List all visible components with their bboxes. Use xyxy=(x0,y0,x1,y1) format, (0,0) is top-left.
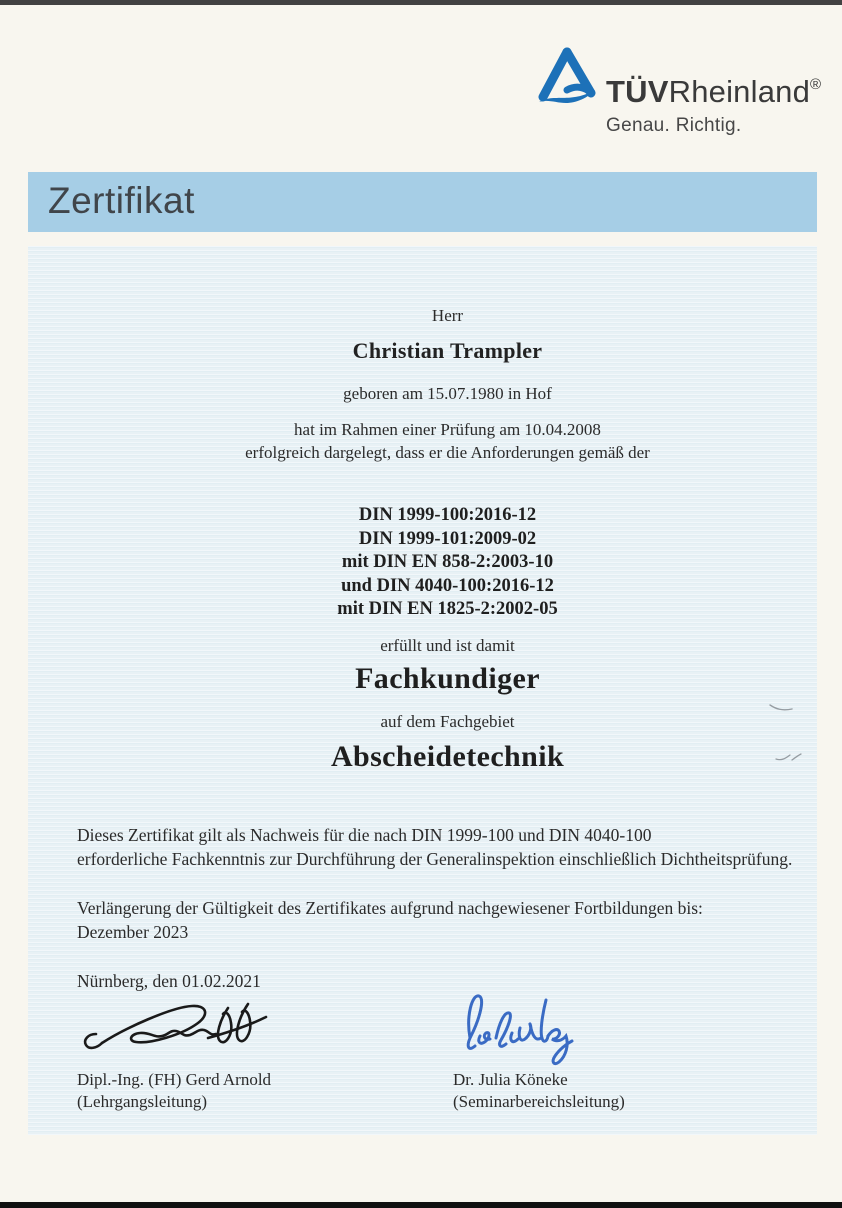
logo-brand-bold: TÜV xyxy=(606,74,669,109)
birth-line: geboren am 15.07.1980 in Hof xyxy=(343,384,552,403)
standard-line: und DIN 4040-100:2016-12 xyxy=(341,575,554,596)
registered-trademark-icon: ® xyxy=(810,76,822,93)
field-intro-line: auf dem Fachgebiet xyxy=(380,712,515,731)
logo-brand-text xyxy=(606,76,821,107)
signer-left-role: (Lehrgangsleitung) xyxy=(77,1092,207,1111)
note-paragraph xyxy=(77,823,792,871)
exam-line-1: hat im Rahmen einer Prüfung am 10.04.2008 xyxy=(294,420,601,439)
note-line-2: erforderliche Fachkenntnis zur Durchführung der Generalinspektion einschließlich Dichtheitsprüfung. xyxy=(77,849,793,869)
scan-bottom-edge-bar xyxy=(0,1202,842,1208)
qualification-title: Fachkundiger xyxy=(355,662,540,695)
signer-left-block xyxy=(77,1069,271,1113)
fulfill-line: erfüllt und ist damit xyxy=(380,636,515,655)
place-date-line: Nürnberg, den 01.02.2021 xyxy=(77,971,261,991)
signer-right-role: (Seminarbereichsleitung) xyxy=(453,1092,625,1111)
recipient-name: Christian Trampler xyxy=(352,338,543,363)
certificate-title-band xyxy=(28,172,817,232)
standard-line: mit DIN EN 1825-2:2002-05 xyxy=(337,599,558,619)
validity-line-1: Verlängerung der Gültigkeit des Zertifikates aufgrund nachgewiesener Fortbildungen bis: xyxy=(77,898,703,918)
salutation: Herr xyxy=(431,306,464,325)
validity-paragraph xyxy=(77,896,703,944)
signer-right-block xyxy=(453,1069,625,1113)
scan-top-edge-bar xyxy=(0,0,842,5)
exam-paragraph xyxy=(78,418,817,464)
scan-artifact-mark xyxy=(773,751,803,765)
koeneke-signature-image xyxy=(456,986,580,1070)
signer-right-name: Dr. Julia Köneke xyxy=(453,1070,568,1089)
tuv-triangle-icon xyxy=(536,46,598,110)
validity-line-2: Dezember 2023 xyxy=(77,922,189,942)
standards-list xyxy=(78,504,817,622)
note-line-1: Dieses Zertifikat gilt als Nachweis für die nach DIN 1999-100 und DIN 4040-100 xyxy=(77,825,652,845)
arnold-signature-image xyxy=(80,994,280,1060)
field-title: Abscheidetechnik xyxy=(330,740,565,773)
logo-brand-regular: Rheinland xyxy=(668,74,811,109)
scan-artifact-mark xyxy=(766,701,796,715)
standard-line: DIN 1999-100:2016-12 xyxy=(358,505,537,525)
certificate-body xyxy=(28,246,817,1135)
standard-line: mit DIN EN 858-2:2003-10 xyxy=(341,552,554,572)
exam-line-2: erfolgreich dargelegt, dass er die Anforderungen gemäß der xyxy=(245,443,650,462)
certificate-title: Zertifikat xyxy=(48,180,195,221)
logo-text-block xyxy=(606,76,821,137)
logo-tagline: Genau. Richtig. xyxy=(606,115,742,136)
signer-left-name: Dipl.-Ing. (FH) Gerd Arnold xyxy=(77,1070,272,1089)
standard-line: DIN 1999-101:2009-02 xyxy=(358,528,537,549)
